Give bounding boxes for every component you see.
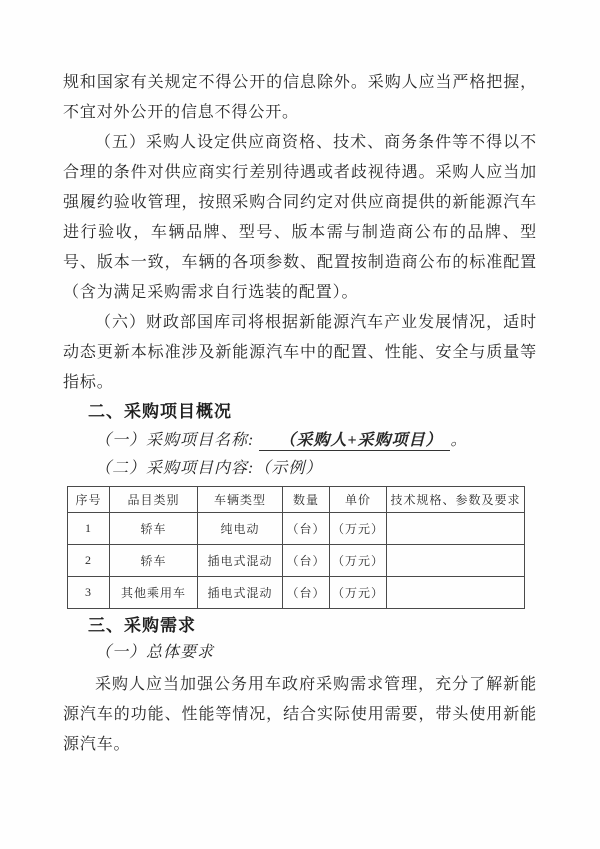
cell-index: 3 [68,577,110,609]
cell-category: 轿车 [110,545,198,577]
col-header-specs: 技术规格、参数及要求 [387,487,525,513]
cell-unit-price: （万元） [330,577,387,609]
col-header-category: 品目类别 [110,487,198,513]
col-header-quantity: 数量 [283,487,330,513]
paragraph-item-6: （六）财政部国库司将根据新能源汽车产业发展情况，适时动态更新本标准涉及新能源汽车中的配置、性能、安全与质量等指标。 [63,314,537,391]
cell-index: 1 [68,513,110,545]
table-row [68,513,525,545]
cell-unit-price: （万元） [330,513,387,545]
col-header-unit-price: 单价 [330,487,387,513]
section-3-subheading: （一）总体要求 [95,644,215,661]
cell-specs [387,577,525,609]
section-3-paragraph: 采购人应当加强公务用车政府采购需求管理，充分了解新能源汽车的功能、性能等情况，结合实际使用需要，带头使用新能源汽车。 [63,676,537,753]
document-content [63,0,537,760]
col-header-vehicle-type: 车辆类型 [198,487,283,513]
section-2-item-1 [63,426,537,456]
table-row [68,545,525,577]
cell-vehicle-type: 插电式混动 [198,545,283,577]
table-row [68,577,525,609]
cell-vehicle-type: 纯电动 [198,513,283,545]
section-2-item-2: （二）采购项目内容:（示例） [95,460,323,477]
cell-quantity: （台） [283,545,330,577]
cell-unit-price: （万元） [330,545,387,577]
cell-quantity: （台） [283,577,330,609]
cell-index: 2 [68,545,110,577]
section-2-heading: 二、采购项目概况 [88,402,232,421]
paragraph-continuation: 规和国家有关规定不得公开的信息除外。采购人应当严格把握，不宜对外公开的信息不得公开。 [63,74,537,121]
procurement-items-table [67,486,525,609]
paragraph-item-5: （五）采购人设定供应商资格、技术、商务条件等不得以不合理的条件对供应商实行差别待遇或者歧视待遇。采购人应当加强履约验收管理，按照采购合同约定对供应商提供的新能源汽车进行验收，车辆品牌、型号、版本需与制造商公布的品牌、型号、版本一致，车辆的各项参数、配置按制造商公布的标准配置（含为满足采购需求自行选装的配置）。 [63,134,537,301]
cell-category: 其他乘用车 [110,577,198,609]
table-header-row [68,487,525,513]
project-name-blank: （采购人+采购项目） [259,432,450,451]
cell-vehicle-type: 插电式混动 [198,577,283,609]
section-3-heading: 三、采购需求 [88,616,196,635]
project-name-period: 。 [450,432,468,449]
cell-quantity: （台） [283,513,330,545]
cell-category: 轿车 [110,513,198,545]
cell-specs [387,513,525,545]
cell-specs [387,545,525,577]
project-name-label: （一）采购项目名称: [95,432,255,449]
col-header-index: 序号 [68,487,110,513]
